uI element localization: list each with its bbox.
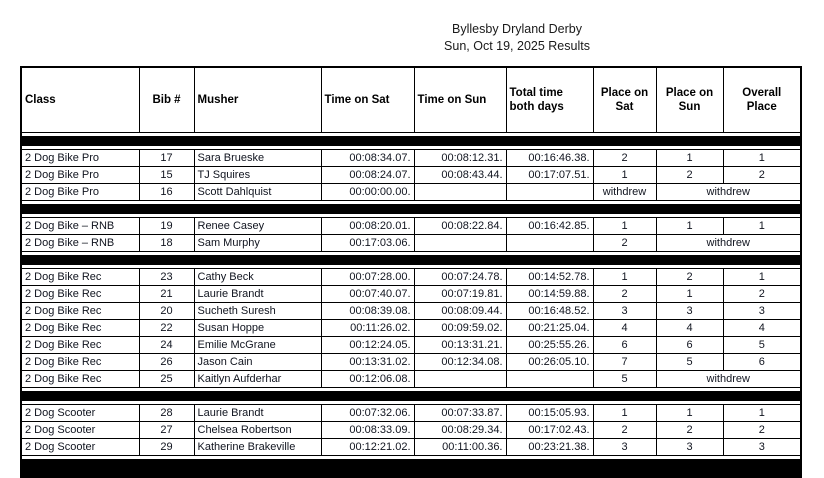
cell-place-sat: withdrew	[593, 184, 656, 201]
cell-place-sun: withdrew	[656, 184, 801, 201]
cell-bib: 20	[139, 303, 194, 320]
cell-bib: 29	[139, 439, 194, 456]
cell-total-time: 00:21:25.04.	[506, 320, 593, 337]
cell-overall-place: 4	[723, 320, 801, 337]
separator-row	[21, 456, 801, 478]
cell-class: 2 Dog Bike Rec	[21, 371, 139, 388]
cell-time-sat: 00:07:28.00.	[321, 269, 414, 286]
separator-row	[21, 252, 801, 269]
cell-bib: 28	[139, 405, 194, 422]
cell-musher: Kaitlyn Aufderhar	[194, 371, 321, 388]
result-row	[21, 269, 801, 286]
result-row	[21, 405, 801, 422]
separator-cell	[21, 201, 801, 218]
header-bib: Bib #	[139, 67, 194, 133]
cell-overall-place: 1	[723, 150, 801, 167]
cell-time-sun: 00:08:22.84.	[414, 218, 506, 235]
cell-place-sun: 5	[656, 354, 723, 371]
cell-place-sun: 1	[656, 150, 723, 167]
cell-overall-place: 3	[723, 439, 801, 456]
cell-musher: Cathy Beck	[194, 269, 321, 286]
cell-bib: 27	[139, 422, 194, 439]
cell-time-sat: 00:12:21.02.	[321, 439, 414, 456]
result-row	[21, 235, 801, 252]
cell-bib: 17	[139, 150, 194, 167]
cell-total-time	[506, 184, 593, 201]
cell-time-sat: 00:07:40.07.	[321, 286, 414, 303]
cell-time-sun: 00:07:33.87.	[414, 405, 506, 422]
header-total-time: Total time both days	[506, 67, 593, 133]
cell-bib: 26	[139, 354, 194, 371]
cell-time-sat: 00:12:06.08.	[321, 371, 414, 388]
event-title: Byllesby Dryland Derby	[452, 22, 582, 36]
cell-musher: Laurie Brandt	[194, 286, 321, 303]
result-row	[21, 167, 801, 184]
cell-musher: Renee Casey	[194, 218, 321, 235]
cell-place-sun: withdrew	[656, 235, 801, 252]
result-row	[21, 150, 801, 167]
cell-place-sat: 3	[593, 439, 656, 456]
cell-time-sun: 00:07:19.81.	[414, 286, 506, 303]
cell-total-time: 00:14:52.78.	[506, 269, 593, 286]
cell-place-sat: 1	[593, 218, 656, 235]
cell-place-sun: 6	[656, 337, 723, 354]
cell-musher: Sucheth Suresh	[194, 303, 321, 320]
cell-bib: 23	[139, 269, 194, 286]
cell-bib: 21	[139, 286, 194, 303]
event-subtitle: Sun, Oct 19, 2025 Results	[444, 39, 590, 53]
cell-class: 2 Dog Bike Pro	[21, 167, 139, 184]
cell-bib: 24	[139, 337, 194, 354]
result-row	[21, 286, 801, 303]
cell-place-sat: 1	[593, 405, 656, 422]
cell-bib: 19	[139, 218, 194, 235]
cell-bib: 25	[139, 371, 194, 388]
cell-place-sat: 7	[593, 354, 656, 371]
cell-time-sat: 00:11:26.02.	[321, 320, 414, 337]
cell-class: 2 Dog Scooter	[21, 405, 139, 422]
cell-place-sun: 3	[656, 303, 723, 320]
cell-overall-place: 1	[723, 405, 801, 422]
cell-overall-place: 5	[723, 337, 801, 354]
cell-place-sat: 2	[593, 286, 656, 303]
cell-class: 2 Dog Bike Pro	[21, 150, 139, 167]
cell-overall-place: 1	[723, 218, 801, 235]
cell-place-sun: withdrew	[656, 371, 801, 388]
cell-class: 2 Dog Bike Rec	[21, 286, 139, 303]
result-row	[21, 422, 801, 439]
separator-cell	[21, 133, 801, 150]
black-band	[22, 136, 800, 146]
separator-row	[21, 388, 801, 405]
cell-total-time: 00:25:55.26.	[506, 337, 593, 354]
separator-cell	[21, 456, 801, 478]
cell-total-time: 00:26:05.10.	[506, 354, 593, 371]
cell-bib: 18	[139, 235, 194, 252]
cell-musher: Jason Cain	[194, 354, 321, 371]
cell-class: 2 Dog Bike Pro	[21, 184, 139, 201]
separator-cell	[21, 252, 801, 269]
cell-total-time: 00:17:02.43.	[506, 422, 593, 439]
cell-time-sun: 00:08:43.44.	[414, 167, 506, 184]
cell-time-sat: 00:08:20.01.	[321, 218, 414, 235]
cell-total-time: 00:14:59.88.	[506, 286, 593, 303]
black-band	[22, 459, 800, 476]
cell-time-sat: 00:17:03.06.	[321, 235, 414, 252]
separator-row	[21, 201, 801, 218]
cell-time-sun	[414, 184, 506, 201]
cell-place-sat: 2	[593, 422, 656, 439]
cell-overall-place: 6	[723, 354, 801, 371]
cell-total-time: 00:16:46.38.	[506, 150, 593, 167]
result-row	[21, 320, 801, 337]
header-class: Class	[21, 67, 139, 133]
cell-place-sat: 1	[593, 167, 656, 184]
cell-class: 2 Dog Bike Rec	[21, 320, 139, 337]
cell-musher: Susan Hoppe	[194, 320, 321, 337]
cell-musher: Chelsea Robertson	[194, 422, 321, 439]
cell-place-sun: 2	[656, 269, 723, 286]
cell-musher: Katherine Brakeville	[194, 439, 321, 456]
cell-time-sat: 00:08:24.07.	[321, 167, 414, 184]
result-row	[21, 218, 801, 235]
cell-place-sun: 1	[656, 218, 723, 235]
result-row	[21, 337, 801, 354]
cell-time-sun: 00:13:31.21.	[414, 337, 506, 354]
header-time-sun: Time on Sun	[414, 67, 506, 133]
cell-musher: Laurie Brandt	[194, 405, 321, 422]
cell-place-sun: 1	[656, 405, 723, 422]
cell-time-sat: 00:07:32.06.	[321, 405, 414, 422]
cell-class: 2 Dog Bike – RNB	[21, 218, 139, 235]
cell-bib: 16	[139, 184, 194, 201]
cell-place-sun: 4	[656, 320, 723, 337]
cell-time-sun	[414, 371, 506, 388]
header-musher: Musher	[194, 67, 321, 133]
result-row	[21, 371, 801, 388]
black-band	[22, 255, 800, 265]
cell-overall-place: 3	[723, 303, 801, 320]
cell-overall-place: 1	[723, 269, 801, 286]
cell-musher: Emilie McGrane	[194, 337, 321, 354]
cell-total-time	[506, 235, 593, 252]
cell-place-sat: 4	[593, 320, 656, 337]
cell-musher: Scott Dahlquist	[194, 184, 321, 201]
result-row	[21, 303, 801, 320]
cell-place-sun: 1	[656, 286, 723, 303]
cell-time-sun	[414, 235, 506, 252]
cell-time-sun: 00:08:29.34.	[414, 422, 506, 439]
cell-time-sat: 00:00:00.00.	[321, 184, 414, 201]
result-row	[21, 354, 801, 371]
cell-musher: TJ Squires	[194, 167, 321, 184]
header-row	[21, 67, 801, 133]
header-time-sat: Time on Sat	[321, 67, 414, 133]
cell-bib: 22	[139, 320, 194, 337]
separator-cell	[21, 388, 801, 405]
cell-time-sun: 00:11:00.36.	[414, 439, 506, 456]
cell-place-sun: 3	[656, 439, 723, 456]
cell-class: 2 Dog Bike Rec	[21, 337, 139, 354]
cell-overall-place: 2	[723, 167, 801, 184]
result-row	[21, 184, 801, 201]
cell-time-sun: 00:08:12.31.	[414, 150, 506, 167]
header-place-sun: Place on Sun	[656, 67, 723, 133]
cell-class: 2 Dog Bike Rec	[21, 303, 139, 320]
cell-place-sat: 1	[593, 269, 656, 286]
cell-total-time: 00:17:07.51.	[506, 167, 593, 184]
cell-bib: 15	[139, 167, 194, 184]
cell-place-sat: 2	[593, 235, 656, 252]
cell-time-sat: 00:12:24.05.	[321, 337, 414, 354]
cell-time-sat: 00:08:34.07.	[321, 150, 414, 167]
cell-place-sun: 2	[656, 422, 723, 439]
cell-class: 2 Dog Scooter	[21, 422, 139, 439]
cell-time-sun: 00:08:09.44.	[414, 303, 506, 320]
cell-place-sat: 3	[593, 303, 656, 320]
cell-time-sun: 00:09:59.02.	[414, 320, 506, 337]
separator-row	[21, 133, 801, 150]
header-place-sat: Place on Sat	[593, 67, 656, 133]
cell-class: 2 Dog Bike – RNB	[21, 235, 139, 252]
cell-total-time: 00:16:48.52.	[506, 303, 593, 320]
results-table	[20, 66, 802, 478]
cell-class: 2 Dog Bike Rec	[21, 269, 139, 286]
cell-time-sat: 00:13:31.02.	[321, 354, 414, 371]
cell-time-sun: 00:12:34.08.	[414, 354, 506, 371]
cell-overall-place: 2	[723, 422, 801, 439]
results-tbody	[21, 133, 801, 478]
result-row	[21, 439, 801, 456]
cell-place-sat: 2	[593, 150, 656, 167]
cell-place-sat: 6	[593, 337, 656, 354]
black-band	[22, 204, 800, 214]
cell-overall-place: 2	[723, 286, 801, 303]
black-band	[22, 391, 800, 401]
cell-total-time: 00:23:21.38.	[506, 439, 593, 456]
cell-place-sun: 2	[656, 167, 723, 184]
cell-time-sat: 00:08:39.08.	[321, 303, 414, 320]
cell-total-time	[506, 371, 593, 388]
cell-musher: Sara Brueske	[194, 150, 321, 167]
cell-time-sun: 00:07:24.78.	[414, 269, 506, 286]
cell-total-time: 00:15:05.93.	[506, 405, 593, 422]
cell-place-sat: 5	[593, 371, 656, 388]
header-overall-place: Overall Place	[723, 67, 801, 133]
document-title	[367, 21, 667, 55]
cell-musher: Sam Murphy	[194, 235, 321, 252]
cell-class: 2 Dog Bike Rec	[21, 354, 139, 371]
cell-total-time: 00:16:42.85.	[506, 218, 593, 235]
cell-class: 2 Dog Scooter	[21, 439, 139, 456]
cell-time-sat: 00:08:33.09.	[321, 422, 414, 439]
